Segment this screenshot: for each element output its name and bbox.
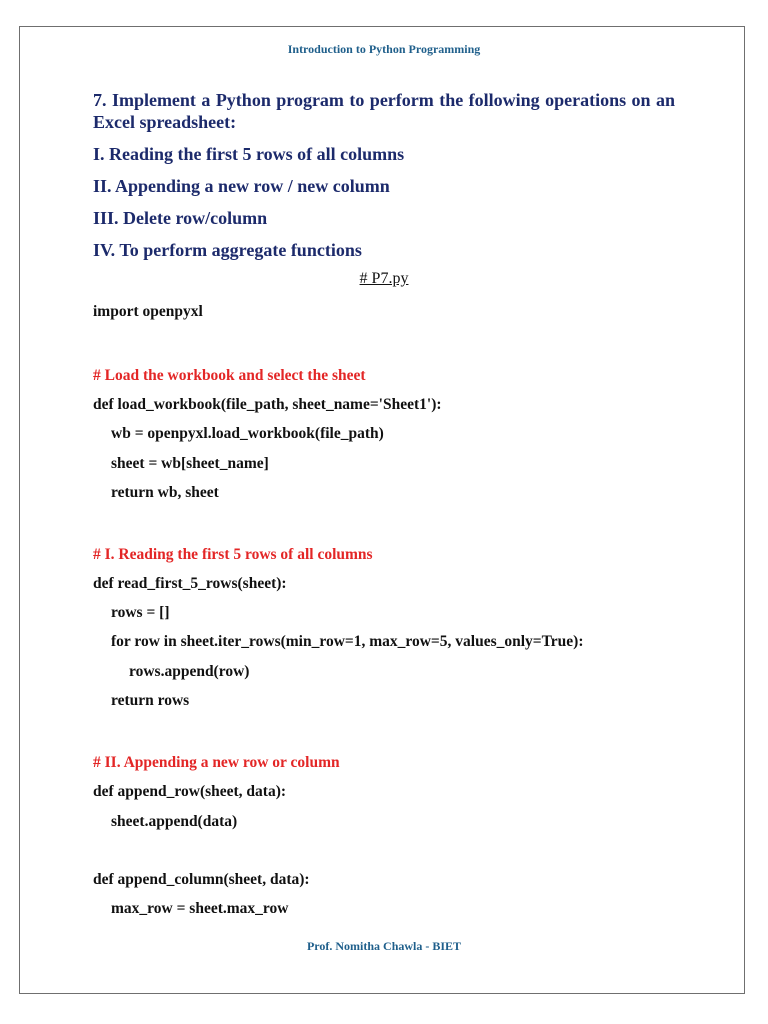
- comment-read: # I. Reading the first 5 rows of all columns: [93, 546, 373, 563]
- code-append-col-def: def append_column(sheet, data):: [93, 871, 310, 888]
- code-read-for: for row in sheet.iter_rows(min_row=1, max_row=5, values_only=True):: [111, 633, 584, 650]
- comment-load: # Load the workbook and select the sheet: [93, 367, 366, 384]
- code-load-sheet: sheet = wb[sheet_name]: [111, 455, 269, 472]
- code-read-append: rows.append(row): [129, 663, 250, 680]
- code-append-row-body: sheet.append(data): [111, 813, 238, 830]
- question-item-4: IV. To perform aggregate functions: [93, 240, 362, 260]
- question-item-2: II. Appending a new row / new column: [93, 176, 390, 196]
- code-append-col-max-row: max_row = sheet.max_row: [111, 900, 289, 917]
- code-append-row-def: def append_row(sheet, data):: [93, 783, 287, 800]
- page-border: [19, 26, 745, 994]
- question-intro: 7. Implement a Python program to perform the following operations on an Excel spreadsheet:: [93, 90, 675, 132]
- code-read-rows-init: rows = []: [111, 604, 170, 621]
- page-header: Introduction to Python Programming: [287, 42, 481, 56]
- code-load-wb: wb = openpyxl.load_workbook(file_path): [111, 425, 384, 442]
- code-import: import openpyxl: [93, 303, 203, 320]
- page-footer: Prof. Nomitha Chawla - BIET: [306, 939, 462, 953]
- question-item-3: III. Delete row/column: [93, 208, 268, 228]
- code-read-return: return rows: [111, 692, 190, 709]
- code-read-def: def read_first_5_rows(sheet):: [93, 575, 287, 592]
- code-load-def: def load_workbook(file_path, sheet_name='Sheet1'):: [93, 396, 442, 413]
- comment-append: # II. Appending a new row or column: [93, 754, 340, 771]
- code-load-return: return wb, sheet: [111, 484, 219, 501]
- question-item-1: I. Reading the first 5 rows of all columns: [93, 144, 405, 164]
- file-name: # P7.py: [359, 270, 409, 287]
